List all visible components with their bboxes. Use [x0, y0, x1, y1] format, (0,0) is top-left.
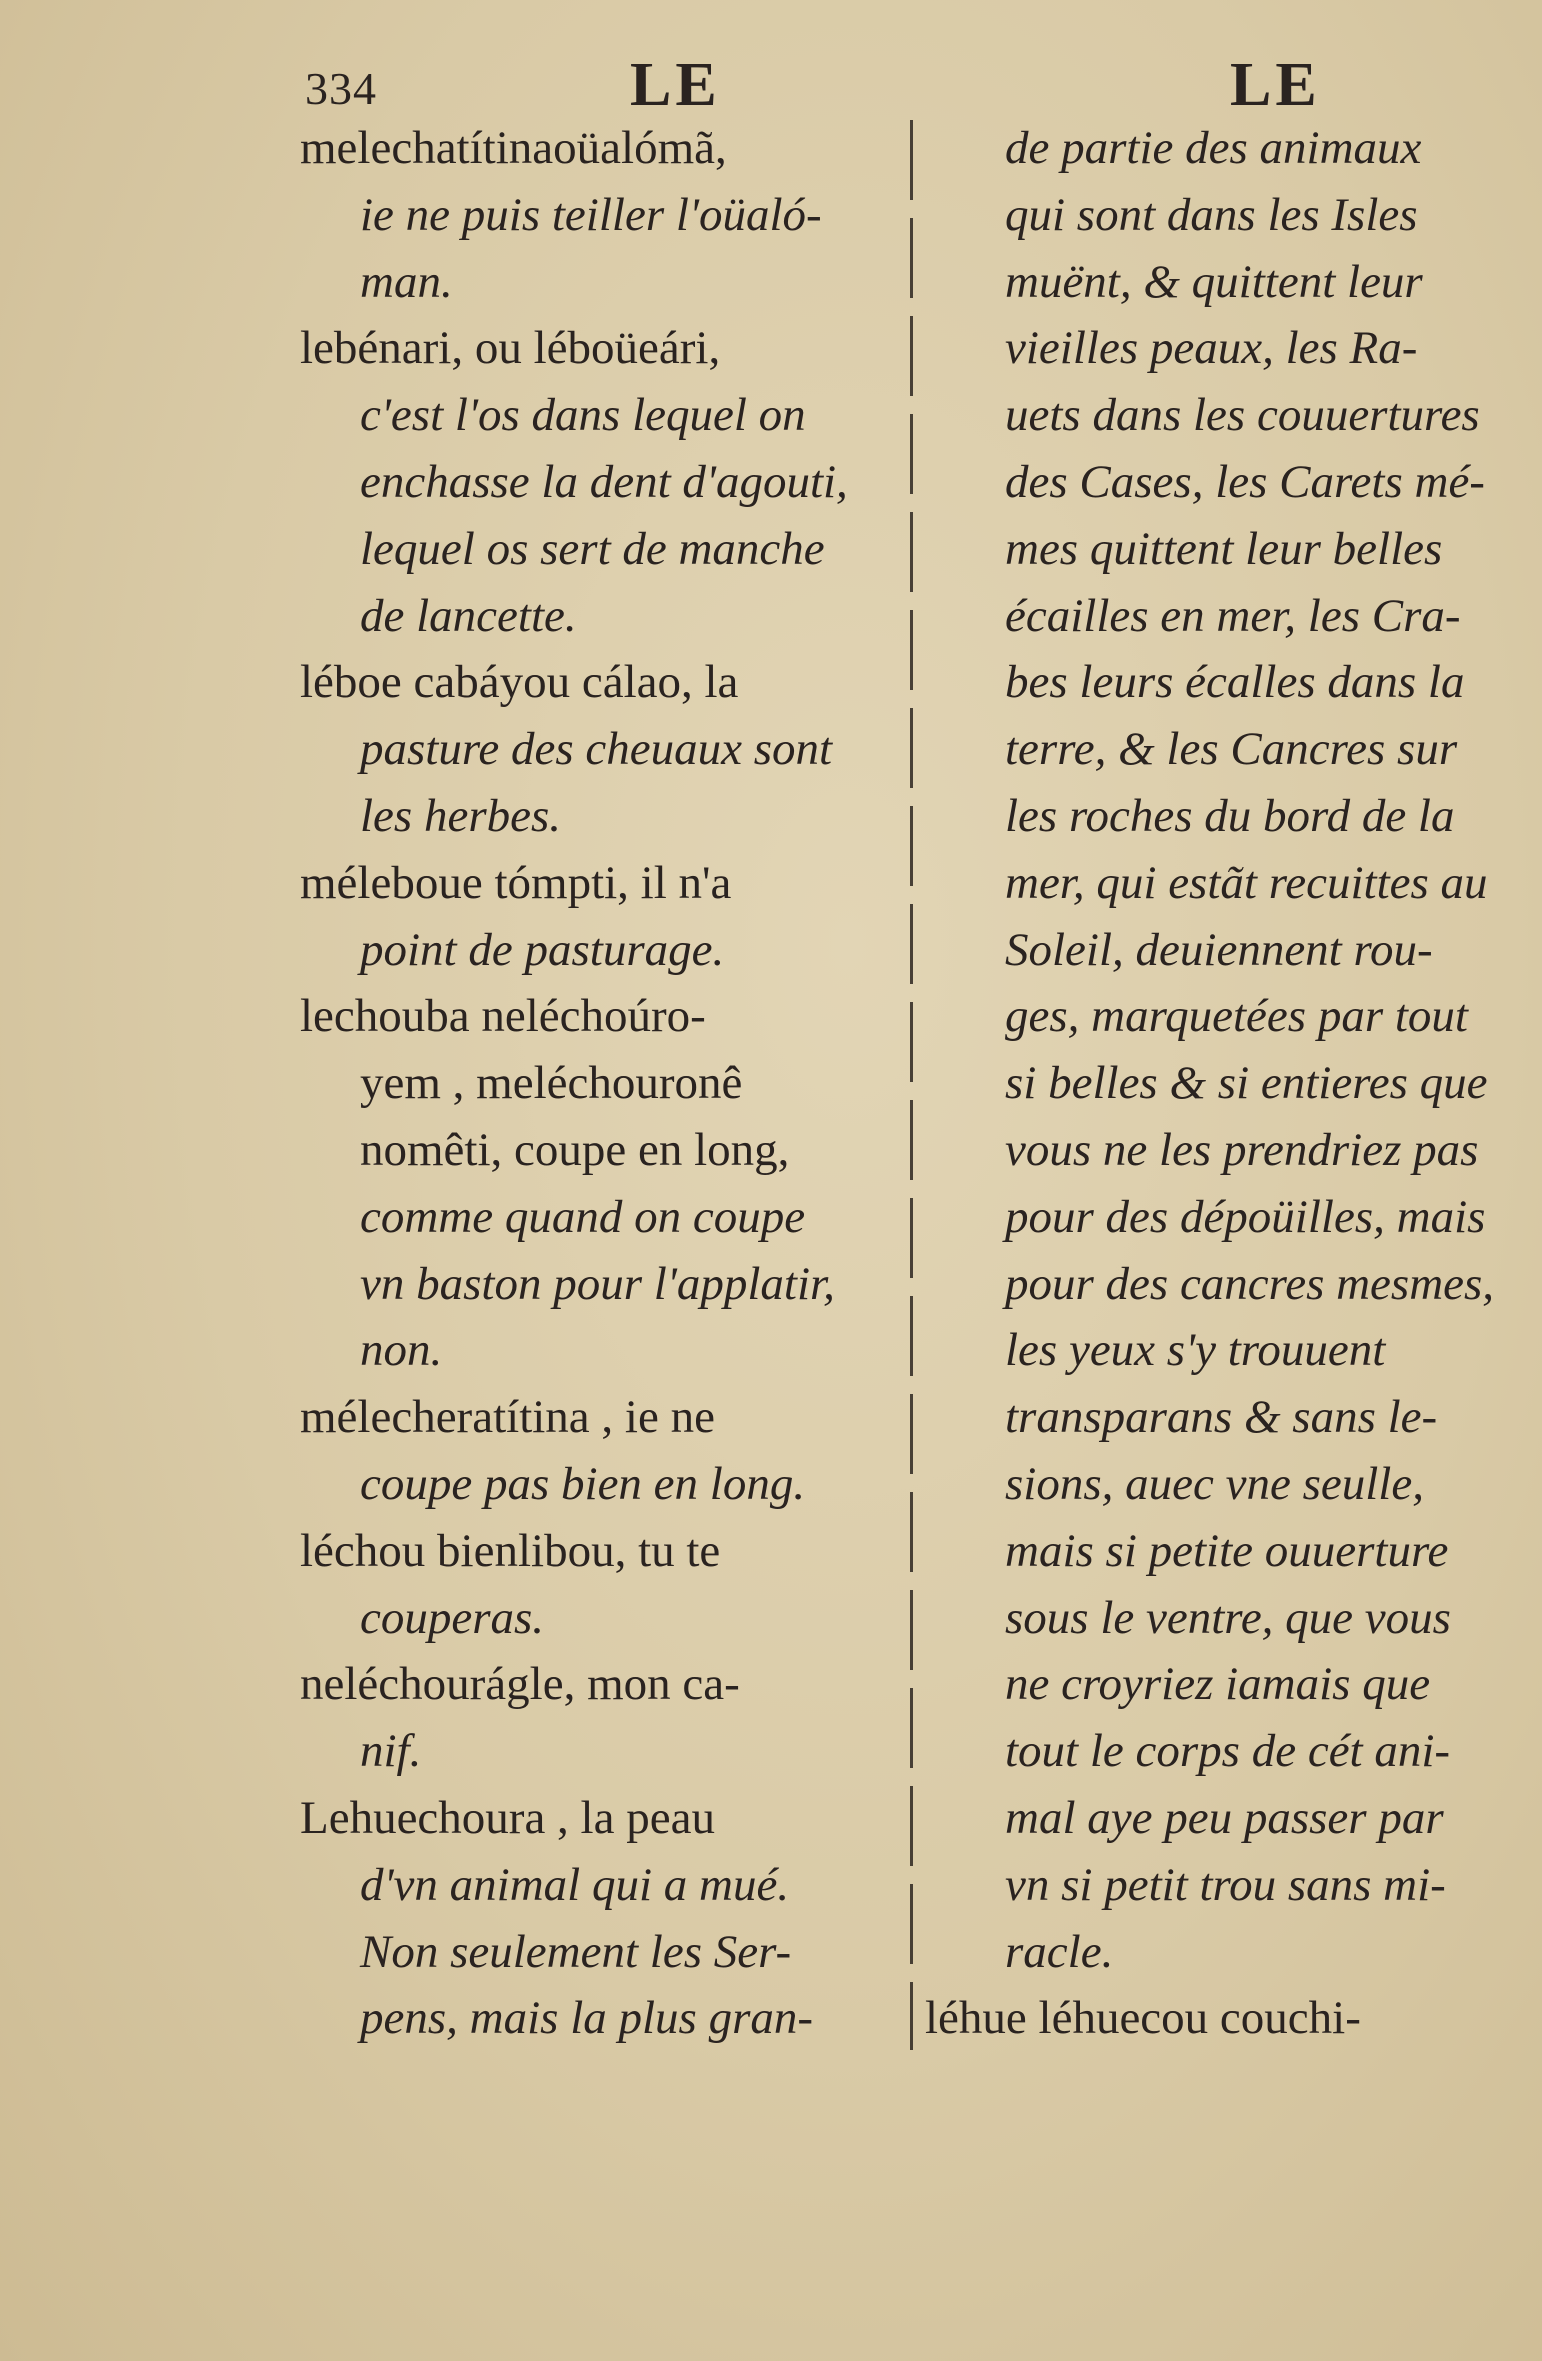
text-line: transparans & sans le-: [1005, 1391, 1438, 1444]
text-line: coupe pas bien en long.: [360, 1457, 806, 1510]
text-line: lebénari, ou léboüeári,: [300, 322, 721, 375]
text-line: des Cases, les Carets mé-: [1005, 455, 1485, 508]
text-line: lechouba neléchoúro-: [300, 990, 706, 1043]
page-number: 334: [305, 63, 377, 114]
text-line: vn si petit trou sans mi-: [1005, 1858, 1446, 1911]
text-line: vn baston pour l'applatir,: [360, 1257, 835, 1310]
text-line: pens, mais la plus gran-: [360, 1992, 814, 2045]
text-line: méleboue tómpti, il n'a: [300, 856, 732, 909]
text-line: melechatítinaoüalómã,: [300, 122, 727, 174]
left-column: [300, 115, 900, 2052]
text-line: ie ne puis teiller l'oüaló-: [360, 188, 822, 241]
left-running-head: LE: [630, 51, 721, 119]
text-line: les yeux s'y trouuent: [1005, 1324, 1386, 1377]
text-line: muënt, & quittent leur: [1005, 255, 1423, 308]
text-line: pasture des cheuaux sont: [360, 723, 833, 776]
text-line: mais si petite ouuerture: [1005, 1524, 1449, 1577]
text-line: léhue léhuecou couchi-: [925, 1992, 1361, 2045]
text-line: racle.: [1005, 1925, 1114, 1978]
text-line: de partie des animaux: [1005, 122, 1422, 174]
text-line: les herbes.: [360, 789, 562, 842]
text-line: comme quand on coupe: [360, 1190, 806, 1243]
text-line: nomêti, coupe en long,: [360, 1123, 790, 1176]
text-line: mélecheratítina , ie ne: [300, 1391, 715, 1444]
text-line: sous le ventre, que vous: [1005, 1591, 1451, 1644]
text-line: Soleil, deuiennent rou-: [1005, 923, 1433, 976]
text-line: mer, qui estãt recuittes au: [1005, 856, 1488, 909]
text-line: couperas.: [360, 1591, 545, 1644]
text-line: mes quittent leur belles: [1005, 522, 1443, 575]
text-line: de lancette.: [360, 589, 577, 642]
text-line: d'vn animal qui a mué.: [360, 1858, 790, 1911]
text-line: yem , meléchouronê: [360, 1057, 743, 1110]
right-column: [925, 115, 1525, 2052]
text-line: tout le corps de cét ani-: [1005, 1725, 1451, 1778]
text-line: léboe cabáyou cálao, la: [300, 656, 739, 709]
text-line: enchasse la dent d'agouti,: [360, 455, 848, 508]
text-line: écailles en mer, les Cra-: [1005, 589, 1461, 642]
text-line: nif.: [360, 1725, 422, 1778]
text-line: pour des cancres mesmes,: [1005, 1257, 1495, 1310]
text-line: si belles & si entieres que: [1005, 1057, 1488, 1110]
text-line: lequel os sert de manche: [360, 522, 825, 575]
text-line: ne croyriez iamais que: [1005, 1658, 1431, 1711]
text-line: c'est l'os dans lequel on: [360, 389, 806, 442]
text-line: Non seulement les Ser-: [360, 1925, 792, 1978]
text-line: non.: [360, 1324, 443, 1377]
running-header: [0, 50, 1542, 120]
text-line: terre, & les Cancres sur: [1005, 723, 1458, 776]
text-line: vous ne les prendriez pas: [1005, 1123, 1479, 1176]
text-line: bes leurs écalles dans la: [1005, 656, 1465, 709]
text-line: les roches du bord de la: [1005, 789, 1455, 842]
text-line: point de pasturage.: [360, 923, 725, 976]
text-line: mal aye peu passer par: [1005, 1791, 1444, 1844]
text-line: léchou bienlibou, tu te: [300, 1524, 721, 1577]
text-line: Lehuechoura , la peau: [300, 1791, 715, 1844]
column-divider: [910, 120, 913, 2050]
text-line: qui sont dans les Isles: [1005, 188, 1418, 241]
text-line: vieilles peaux, les Ra-: [1005, 322, 1418, 375]
text-line: uets dans les couuertures: [1005, 389, 1480, 442]
text-line: pour des dépoüilles, mais: [1005, 1190, 1486, 1243]
text-line: sions, auec vne seulle,: [1005, 1457, 1424, 1510]
text-line: man.: [360, 255, 453, 308]
text-line: neléchourágle, mon ca-: [300, 1658, 740, 1711]
right-running-head: LE: [1230, 51, 1321, 119]
text-line: ges, marquetées par tout: [1005, 990, 1468, 1043]
